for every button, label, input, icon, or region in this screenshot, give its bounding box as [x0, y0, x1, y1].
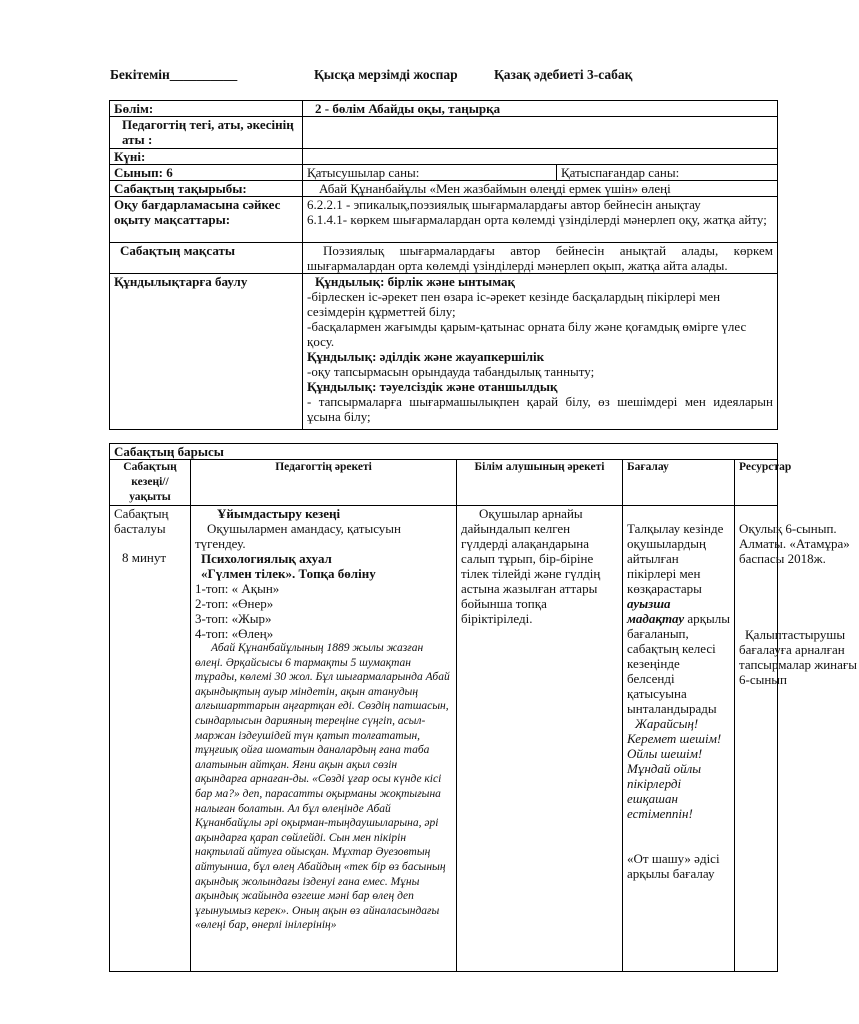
resource-tasks: Қалыптастырушы бағалауға арналған тапсырмалар жинағы 6-сынып: [739, 627, 857, 687]
value-1-line-1: -бірлескен іс-әрекет пен өзара іс-әрекет кезінде басқалардың пікірлері мен сезімдерін құрметтей білу;: [307, 289, 721, 319]
praise-phrases: Жарайсың! Керемет шешім! Ойлы шешім! Мұндай ойлы пікірлерді ешқашан естімеппін!: [627, 716, 722, 821]
stage-cell: [110, 506, 191, 972]
col-student: Білім алушының әрекеті: [457, 460, 623, 506]
psych-heading: Психологиялық ахуал: [201, 551, 332, 566]
teacher-value: [303, 117, 778, 149]
absent-count: Қатыспағандар саны:: [557, 165, 778, 181]
present-count: Қатысушылар саны:: [303, 165, 557, 181]
lesson-flow-table: [109, 443, 857, 972]
goal-1: 6.2.2.1 - эпикалық,поэзиялық шығармалардағы автор бейнесін анықтау: [307, 197, 701, 212]
assessment-method: «От шашу» әдісі арқылы бағалау: [627, 851, 720, 881]
subject-title: Қазақ әдебиеті 3-сабақ: [494, 67, 633, 82]
section-label: Бөлім:: [110, 101, 303, 117]
date-value: [303, 149, 778, 165]
value-3-line-1: - тапсырмаларға шығармашылықпен қарай білу, өз шешімдері мен идеяларын ұсына білу;: [307, 394, 773, 424]
resources-cell: [735, 506, 857, 972]
lesson-info-table: [109, 100, 778, 430]
assessment-text-1: Талқылау кезінде оқушылардың айтылған пікірлері мен көзқарастары ауызша мадақтау арқылы бағаланып, сабақтың келесі кезеңінде белсенді қатысуына ынталандырады: [627, 521, 730, 716]
col-resources: Ресурстар: [735, 460, 778, 506]
class-label: Сынып: 6: [110, 165, 303, 181]
group-1: 1-топ: « Ақын»: [195, 581, 280, 596]
aim-label: Сабақтың мақсаты: [110, 243, 303, 274]
teacher-label: Педагогтің тегі, аты, әкесінің аты :: [110, 117, 303, 149]
goal-2: 6.1.4.1- көркем шығармалардан орта көлемді үзінділерді мәнерлеп оқу, жатқа айту;: [307, 212, 767, 227]
group-4: 4-топ: «Өлең»: [195, 626, 274, 641]
col-teacher: Педагогтің әрекеті: [191, 460, 457, 506]
page-header: [110, 67, 750, 87]
goals-value: [303, 197, 778, 243]
teacher-activity: [191, 506, 457, 972]
flower-wish-heading: «Гүлмен тілек». Топқа бөліну: [201, 566, 376, 581]
poem-description: Абай Құнанбайұлының 1889 жылы жазған өлеңі. Әрқайсысы 6 тармақты 5 шумақтан тұрады, көлемі 30 жол. Бұл шығармаларында Абай ақындықтың ауыр міндетін, ақын атанудың алғышарттарын аңғартқан еді. Сөздің патшасын, сындарлысын дарияның тереңіне сүңгіп, асыл-маржан іздеушідей түн қатып толғататын, тұңғиық ойға шоматын даналардың ғана таба алатынын айтқан. Яғни ақын ақыл сөзін ақындарға арнаған-ды. «Сөзді ұғар осы күнде кісі бар ма?» деп, парасатты оқырманы жоқтығына налыған болатын. Ал бұл өлеңінде Абай Құнанбайұлы әрі оқырман-тыңдаушыларына, әрі ақындарға қарап сөйлейді. Сын мен пікірін нақтылай айтуға ойысқан. Мұхтар Әуезовтың айтуынша, бұл өлең Абайдың «тек бір өз басының ақындық жолындағы ізденуі ғана емес. Мұны ақындық жайында өзгеше мәні бар өлең деп ұғынуымыз керек». Оның ақын өз айналасындағы «өлеңі бар, өнерлі інілерінің»: [195, 642, 450, 932]
values-label: Құндылықтарға баулу: [110, 274, 303, 430]
stage-name: Сабақтың басталуы: [114, 506, 169, 536]
plan-title: Қысқа мерзімді жоспар: [314, 67, 458, 82]
assessment-cell: [623, 506, 735, 972]
oral-praise: ауызша мадақтау: [627, 596, 685, 626]
goals-label: Оқу бағдарламасына сәйкес оқыту мақсаттары:: [110, 197, 303, 243]
flow-title: Сабақтың барысы: [110, 444, 778, 460]
value-3-heading: Құндылық: тәуелсіздік және отаншылдық: [307, 379, 558, 394]
topic-value: Абай Құнанбайұлы «Мен жазбаймын өлеңді ермек үшін» өлеңі: [303, 181, 778, 197]
resource-textbook: Оқулық 6-сынып. Алматы. «Атамұра» баспасы 2018ж.: [739, 521, 850, 566]
value-2-line-1: -оқу тапсырмасын орындауда табандылық танныту;: [307, 364, 595, 379]
topic-label: Сабақтың тақырыбы:: [110, 181, 303, 197]
org-stage-heading: Ұйымдастыру кезеңі: [217, 506, 341, 521]
approval-line: Бекітемін__________: [110, 67, 238, 82]
value-1-heading: Құндылық: бірлік және ынтымақ: [315, 274, 515, 289]
stage-time: 8 минут: [122, 550, 167, 565]
group-3: 3-топ: «Жыр»: [195, 611, 272, 626]
section-value: 2 - бөлім Абайды оқы, таңырқа: [303, 101, 778, 117]
greeting-text: Оқушылармен амандасу, қатысуын түгендеу.: [195, 521, 401, 551]
student-text: Оқушылар арнайы дайындалып келген гүлдерді алақандарына салып тұрып, бір-біріне тілек тілейді және гүлдің астына жазылған аттары бойынша топқа біріктіріледі.: [461, 506, 601, 626]
value-2-heading: Құндылық: әділдік және жауапкершілік: [307, 349, 545, 364]
student-activity: [457, 506, 623, 972]
group-2: 2-топ: «Өнер»: [195, 596, 274, 611]
aim-value: Поэзиялық шығармалардағы автор бейнесін анықтай алады, көркем шығармалардан орта көлемді үзінділерді мәнерлеп оқып, жатқа айта алады.: [303, 243, 778, 274]
date-label: Күні:: [110, 149, 303, 165]
values-content: [303, 274, 778, 430]
value-1-line-2: -басқалармен жағымды қарым-қатынас орната білу және қоғамдық өмірге үлес қосу.: [307, 319, 747, 349]
col-stage: Сабақтың кезеңі// уақыты: [110, 460, 191, 506]
col-assessment: Бағалау: [623, 460, 735, 506]
